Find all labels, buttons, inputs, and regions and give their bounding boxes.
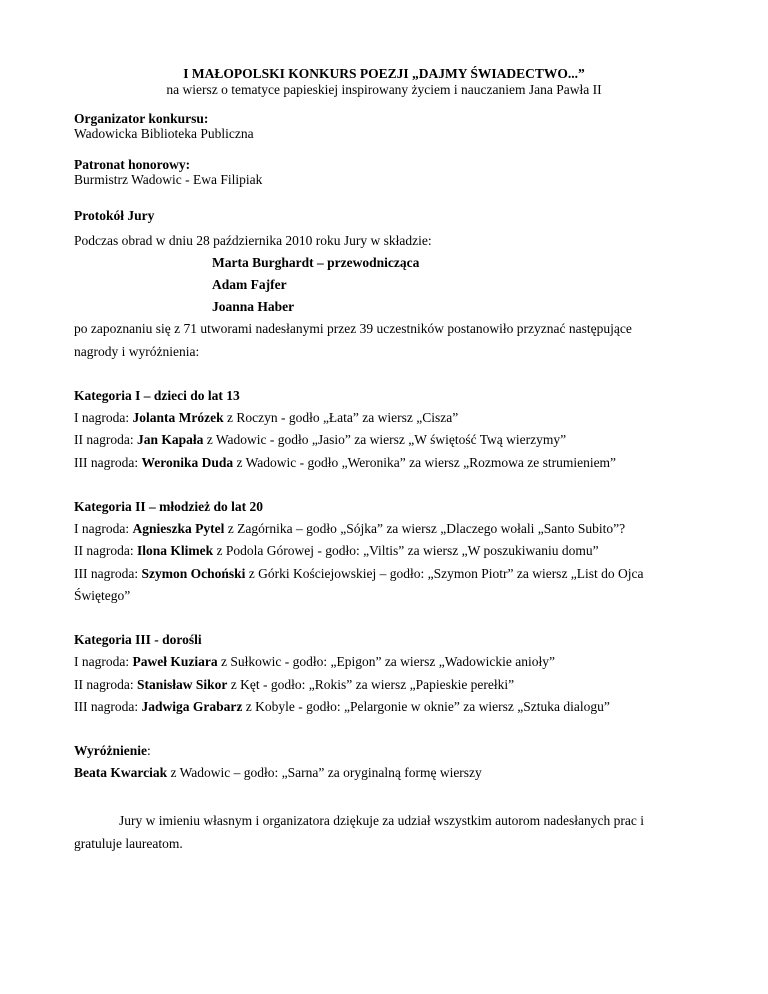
- protocol-intro: Podczas obrad w dniu 28 października 2010 roku Jury w składzie:: [74, 233, 432, 248]
- prize-line: III nagroda: Jadwiga Grabarz z Kobyle - godło: „Pelargonie w oknie” za wiersz „Sztuka dialogu”: [74, 699, 610, 714]
- organizer-label: Organizator konkursu:: [74, 111, 209, 126]
- winner-name: Ilona Klimek: [136, 543, 214, 558]
- jury-member: Adam Fajfer: [212, 277, 287, 292]
- winner-name: Agnieszka Pytel: [132, 521, 225, 536]
- protocol-after-line: po zapoznaniu się z 71 utworami nadesłanymi przez 39 uczestników postanowiło przyznać następujące: [74, 321, 632, 336]
- winner-name: Weronika Duda: [141, 455, 234, 470]
- prize-line: II nagroda: Stanisław Sikor z Kęt - godło: „Rokis” za wiersz „Papieskie perełki”: [74, 677, 515, 692]
- prize-line: II nagroda: Ilona Klimek z Podola Górowej - godło: „Viltis” za wiersz „W poszukiwaniu domu”: [74, 543, 599, 558]
- closing-line: Jury w imieniu własnym i organizatora dziękuje za udział wszystkim autorom nadesłanych prac i: [119, 813, 644, 828]
- prize-line: I nagroda: Agnieszka Pytel z Zagórnika – godło „Sójka” za wiersz „Dlaczego wołali „Santo Subito”?: [74, 521, 626, 536]
- prize-line: II nagroda: Jan Kapała z Wadowic - godło „Jasio” za wiersz „W świętość Twą wierzymy”: [74, 432, 567, 447]
- winner-name: Jadwiga Grabarz: [141, 699, 243, 714]
- document-subtitle: na wiersz o tematyce papieskiej inspirowany życiem i nauczaniem Jana Pawła II: [166, 82, 602, 97]
- distinction-heading: Wyróżnienie:: [74, 743, 151, 758]
- jury-member: Joanna Haber: [212, 299, 295, 314]
- prize-line: I nagroda: Jolanta Mrózek z Roczyn - godło „Łata” za wiersz „Cisza”: [74, 410, 459, 425]
- prize-line: III nagroda: Weronika Duda z Wadowic - godło „Weronika” za wiersz „Rozmowa ze strumieniem”: [74, 455, 617, 470]
- category-heading: Kategoria III - dorośli: [74, 632, 202, 647]
- protocol-after-line: nagrody i wyróżnienia:: [74, 344, 200, 359]
- patron-label: Patronat honorowy:: [74, 157, 191, 172]
- winner-name: Jan Kapała: [136, 432, 204, 447]
- winner-name: Beata Kwarciak: [74, 765, 168, 780]
- prize-line: III nagroda: Szymon Ochoński z Górki Kościejowskiej – godło: „Szymon Piotr” za wiersz „List do Ojca: [74, 566, 644, 581]
- protocol-heading: Protokół Jury: [74, 208, 155, 223]
- winner-name: Szymon Ochoński: [141, 566, 246, 581]
- document-title: I MAŁOPOLSKI KONKURS POEZJI „DAJMY ŚWIADECTWO...”: [183, 66, 585, 81]
- jury-member: Marta Burghardt – przewodnicząca: [212, 255, 420, 270]
- distinction-line: Beata Kwarciak z Wadowic – godło: „Sarna” za oryginalną formę wierszy: [74, 765, 482, 780]
- winner-name: Paweł Kuziara: [132, 654, 218, 669]
- organizer-value: Wadowicka Biblioteka Publiczna: [74, 126, 254, 141]
- patron-value: Burmistrz Wadowic - Ewa Filipiak: [74, 172, 263, 187]
- prize-line: I nagroda: Paweł Kuziara z Sułkowic - godło: „Epigon” za wiersz „Wadowickie anioły”: [74, 654, 556, 669]
- category-heading: Kategoria II – młodzież do lat 20: [74, 499, 263, 514]
- category-heading: Kategoria I – dzieci do lat 13: [74, 388, 240, 403]
- closing-line: gratuluje laureatom.: [74, 836, 183, 851]
- prize-line-continued: Świętego”: [74, 588, 131, 603]
- winner-name: Stanisław Sikor: [136, 677, 228, 692]
- winner-name: Jolanta Mrózek: [132, 410, 224, 425]
